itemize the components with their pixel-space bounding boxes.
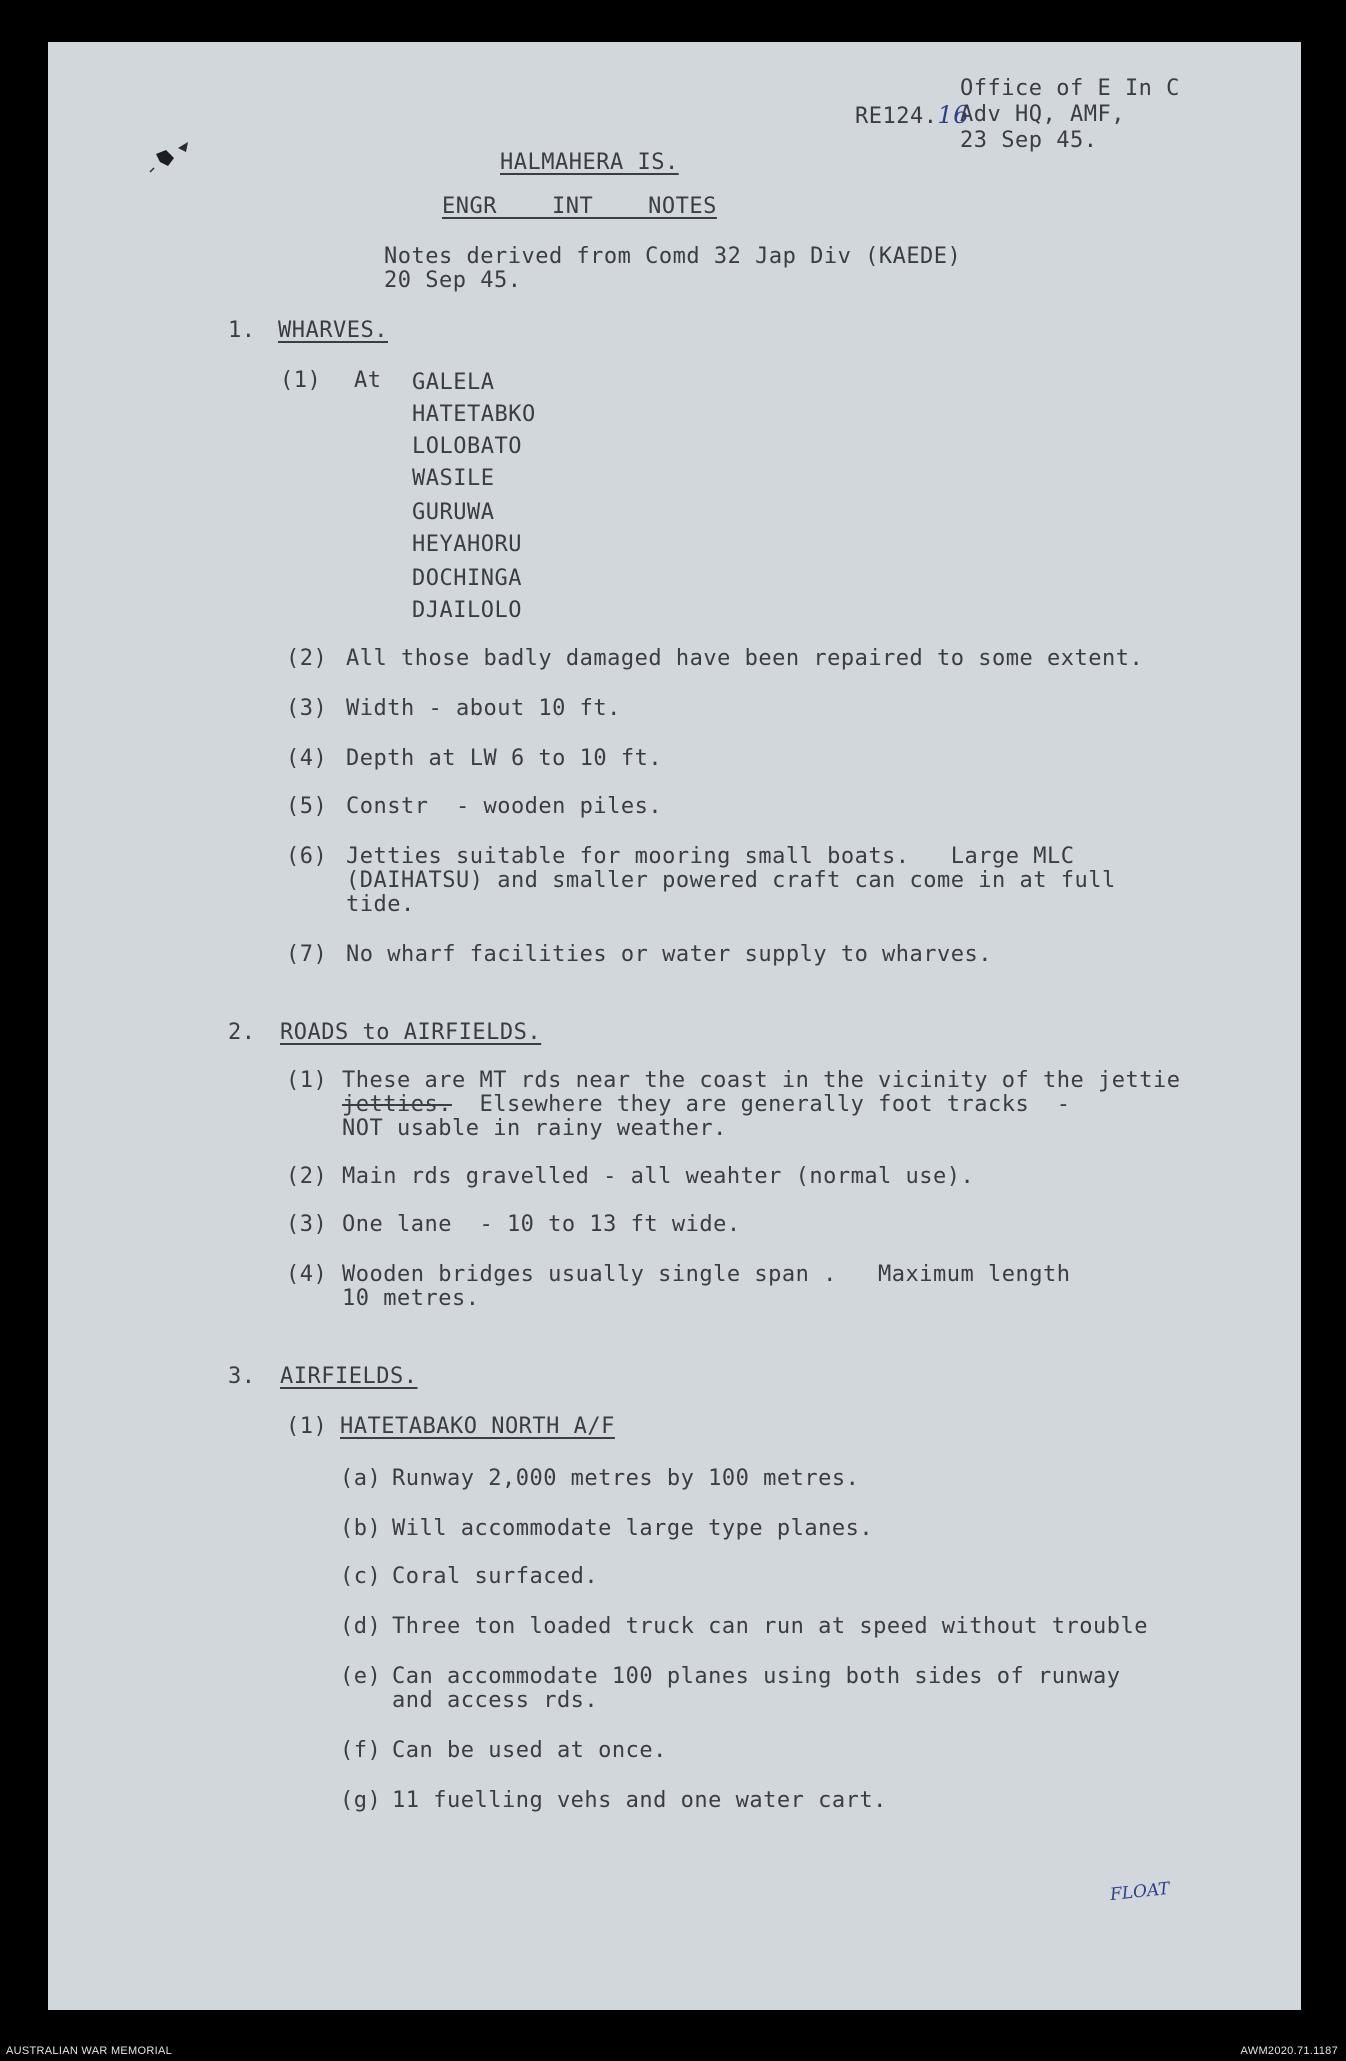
section-2-heading: ROADS to AIRFIELDS. bbox=[280, 1020, 542, 1045]
item-1-3-number: (3) bbox=[286, 696, 328, 721]
handwritten-annotation: FLOAT bbox=[1109, 1878, 1171, 1906]
item-3-a-number: (a) bbox=[340, 1466, 382, 1491]
wharf-place: GURUWA bbox=[412, 500, 495, 525]
document-page bbox=[48, 42, 1301, 2010]
document-subtitle: ENGR INT NOTES bbox=[442, 194, 717, 219]
section-3-number: 3. bbox=[228, 1364, 256, 1389]
item-3-e-text-line: Can accommodate 100 planes using both sides of runway bbox=[392, 1664, 1121, 1689]
item-3-a-text: Runway 2,000 metres by 100 metres. bbox=[392, 1466, 860, 1491]
reference-handwritten: 16 bbox=[937, 101, 970, 129]
footer-catalog-id: AWM2020.71.1187 bbox=[1240, 2045, 1338, 2057]
subsection-3-1-heading: HATETABAKO NORTH A/F bbox=[340, 1414, 615, 1439]
item-1-5-text: Constr - wooden piles. bbox=[346, 794, 663, 819]
item-2-1-line2-rest: Elsewhere they are generally foot tracks - bbox=[451, 1092, 1071, 1117]
item-1-6-text-line: tide. bbox=[346, 892, 415, 917]
office-line-2: Adv HQ, AMF, bbox=[960, 102, 1125, 127]
item-1-7-text: No wharf facilities or water supply to wharves. bbox=[346, 942, 993, 967]
wharf-place: HEYAHORU bbox=[412, 532, 522, 557]
item-3-g-number: (g) bbox=[340, 1788, 382, 1813]
item-1-1-number: (1) bbox=[280, 368, 322, 393]
ink-smudge bbox=[148, 132, 208, 182]
notes-date: 20 Sep 45. bbox=[384, 268, 522, 293]
item-2-4-number: (4) bbox=[286, 1262, 328, 1287]
item-2-4-text-line: 10 metres. bbox=[342, 1286, 480, 1311]
document-title: HALMAHERA IS. bbox=[500, 150, 679, 175]
section-3-heading: AIRFIELDS. bbox=[280, 1364, 418, 1389]
item-3-f-text: Can be used at once. bbox=[392, 1738, 667, 1763]
item-3-b-text: Will accommodate large type planes. bbox=[392, 1516, 874, 1541]
item-2-3-text: One lane - 10 to 13 ft wide. bbox=[342, 1212, 741, 1237]
item-2-2-text: Main rds gravelled - all weahter (normal use). bbox=[342, 1164, 975, 1189]
wharf-place: LOLOBATO bbox=[412, 434, 522, 459]
item-1-6-text-line: Jetties suitable for mooring small boats. Large MLC bbox=[346, 844, 1075, 869]
item-3-d-text: Three ton loaded truck can run at speed without trouble bbox=[392, 1614, 1148, 1639]
item-1-1-at: At bbox=[354, 368, 382, 393]
item-3-c-number: (c) bbox=[340, 1564, 382, 1589]
item-1-7-number: (7) bbox=[286, 942, 328, 967]
item-3-d-number: (d) bbox=[340, 1614, 382, 1639]
wharf-place: DOCHINGA bbox=[412, 566, 522, 591]
office-line-1: Office of E In C bbox=[960, 76, 1180, 101]
item-3-e-text-line: and access rds. bbox=[392, 1688, 599, 1713]
item-1-2-number: (2) bbox=[286, 646, 328, 671]
section-1-number: 1. bbox=[228, 318, 256, 343]
item-3-c-text: Coral surfaced. bbox=[392, 1564, 599, 1589]
office-line-3: 23 Sep 45. bbox=[960, 128, 1098, 153]
subsection-3-1-number: (1) bbox=[286, 1414, 328, 1439]
section-2-number: 2. bbox=[228, 1020, 256, 1045]
item-1-4-number: (4) bbox=[286, 746, 328, 771]
reference-number bbox=[800, 76, 969, 154]
item-2-1-text-line: These are MT rds near the coast in the vicinity of the jettie bbox=[342, 1068, 1181, 1093]
wharf-place: GALELA bbox=[412, 370, 495, 395]
section-1-heading: WHARVES. bbox=[278, 318, 388, 343]
item-2-1-text-line: NOT usable in rainy weather. bbox=[342, 1116, 727, 1141]
item-3-g-text: 11 fuelling vehs and one water cart. bbox=[392, 1788, 887, 1813]
item-2-4-text-line: Wooden bridges usually single span . Maximum length bbox=[342, 1262, 1071, 1287]
struck-word: jetties. bbox=[342, 1092, 452, 1117]
footer-institution: AUSTRALIAN WAR MEMORIAL bbox=[6, 2045, 173, 2057]
item-1-5-number: (5) bbox=[286, 794, 328, 819]
notes-source: Notes derived from Comd 32 Jap Div (KAEDE) bbox=[384, 244, 962, 269]
item-2-3-number: (3) bbox=[286, 1212, 328, 1237]
item-2-2-number: (2) bbox=[286, 1164, 328, 1189]
item-1-2-text: All those badly damaged have been repaired to some extent. bbox=[346, 646, 1144, 671]
item-1-4-text: Depth at LW 6 to 10 ft. bbox=[346, 746, 663, 771]
item-3-f-number: (f) bbox=[340, 1738, 382, 1763]
item-3-e-number: (e) bbox=[340, 1664, 382, 1689]
item-1-6-number: (6) bbox=[286, 844, 328, 869]
item-2-1-text-line bbox=[342, 1092, 1071, 1117]
wharf-place: DJAILOLO bbox=[412, 598, 522, 623]
wharf-place: WASILE bbox=[412, 466, 495, 491]
item-1-6-text-line: (DAIHATSU) and smaller powered craft can come in at full bbox=[346, 868, 1116, 893]
reference-typed: RE124. bbox=[854, 104, 938, 129]
item-1-3-text: Width - about 10 ft. bbox=[346, 696, 621, 721]
wharf-place: HATETABKO bbox=[412, 402, 536, 427]
item-3-b-number: (b) bbox=[340, 1516, 382, 1541]
item-2-1-number: (1) bbox=[286, 1068, 328, 1093]
